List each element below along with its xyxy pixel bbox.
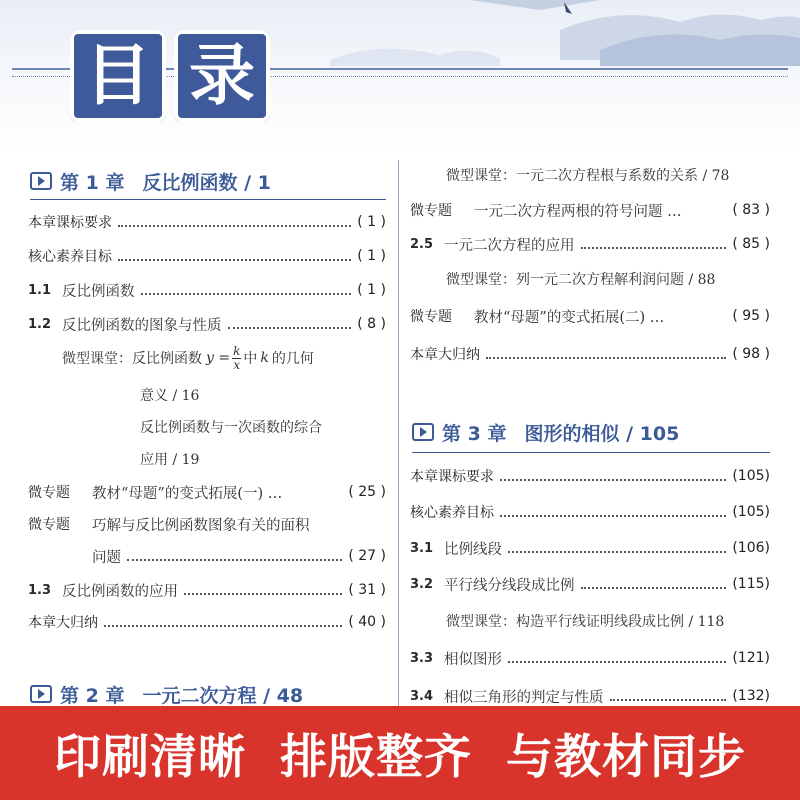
toc-page: (106): [732, 540, 770, 556]
toc-row-standards[interactable]: [28, 206, 386, 238]
sub-item-geometric-meaning[interactable]: [62, 343, 314, 373]
play-icon: [412, 423, 434, 441]
variable-k: k: [260, 350, 269, 366]
chapter-title: 反比例函数 / 1: [142, 171, 271, 194]
leader-dots: [118, 225, 351, 227]
title-char-mu: 目: [70, 30, 166, 122]
toc-page: ( 40 ): [348, 614, 386, 630]
chapter-rule: [412, 452, 770, 453]
leader-dots: [500, 515, 726, 517]
toc-row-1-1[interactable]: [28, 274, 386, 306]
formula-lhs: y =: [206, 350, 231, 366]
toc-row-goals[interactable]: [410, 496, 770, 528]
leader-dots: [486, 357, 726, 359]
toc-row-1-2[interactable]: [28, 308, 386, 340]
fraction-numerator: k: [233, 343, 241, 358]
toc-label: 本章课标要求: [28, 215, 112, 231]
toc-row-3-2[interactable]: [410, 568, 770, 600]
toc-page: (105): [732, 468, 770, 484]
special-title: 教材“母题”的变式拓展(一) …: [92, 485, 283, 502]
toc-row-2-5[interactable]: [410, 228, 770, 260]
leader-dots: [104, 625, 342, 627]
special-label: 微专题: [28, 485, 70, 501]
column-divider: [398, 160, 399, 708]
chapter-title: 图形的相似 / 105: [524, 422, 680, 445]
toc-page: ( 25 ): [348, 484, 386, 500]
banner-text-clear-print: 印刷清晰: [54, 729, 246, 785]
section-number: 1.2: [28, 316, 52, 332]
section-number: 3.2: [410, 576, 434, 592]
toc-page: ( 85 ): [732, 236, 770, 252]
toc-page: (132): [732, 688, 770, 704]
leader-dots: [118, 259, 351, 261]
section-number: 3.3: [410, 650, 434, 666]
play-icon: [30, 685, 52, 703]
special-label: 微专题: [410, 203, 452, 219]
toc-row-summary[interactable]: [28, 606, 386, 638]
section-title: 一元二次方程的应用: [444, 237, 575, 254]
section-number: 3.1: [410, 540, 434, 556]
banner-text-neat-layout: 排版整齐: [280, 729, 472, 785]
section-title: 反比例函数的图象与性质: [62, 317, 222, 334]
toc-page: (121): [732, 650, 770, 666]
toc-label: 核心素养目标: [28, 249, 112, 265]
special-label: 微专题: [410, 309, 452, 325]
leader-dots: [508, 661, 726, 663]
leader-dots: [228, 327, 352, 329]
toc-label: 本章大归纳: [28, 615, 98, 631]
chapter-title: 一元二次方程 / 48: [142, 684, 304, 707]
toc-row-special-1[interactable]: [28, 476, 386, 508]
chapter-number: 第 3 章: [442, 422, 507, 445]
toc-page: ( 27 ): [348, 548, 386, 564]
chapter-3-heading[interactable]: [412, 416, 679, 448]
toc-row-special-variant-2[interactable]: [410, 300, 770, 332]
leader-dots: [141, 293, 352, 295]
leader-dots: [610, 699, 727, 701]
sub-item-line2: 意义 / 16: [140, 388, 200, 404]
section-title: 相似三角形的判定与性质: [444, 689, 604, 706]
chapter-rule: [30, 199, 386, 200]
section-number: 1.3: [28, 582, 52, 598]
toc-page: ( 95 ): [732, 308, 770, 324]
sub-item-roots-coeffs[interactable]: 微型课堂：一元二次方程根与系数的关系 / 78: [446, 168, 730, 184]
sub-item-parallel-proof[interactable]: 微型课堂：构造平行线证明线段成比例 / 118: [446, 614, 725, 630]
leader-dots: [581, 587, 727, 589]
play-icon: [30, 172, 52, 190]
toc-row-standards[interactable]: [410, 460, 770, 492]
toc-page: ( 1 ): [357, 248, 386, 264]
sub-item-mid: 中: [243, 351, 258, 367]
banner-text-textbook-sync: 与教材同步: [506, 729, 746, 785]
toc-page: ( 31 ): [348, 582, 386, 598]
special-title: 巧解与反比例函数图象有关的面积: [92, 517, 310, 534]
toc-row-3-3[interactable]: [410, 642, 770, 674]
toc-page: ( 98 ): [732, 346, 770, 362]
toc-label: 核心素养目标: [410, 505, 494, 521]
fraction-denominator: x: [233, 357, 241, 372]
sub-item-suffix: 的几何: [271, 351, 314, 367]
special-title: 教材“母题”的变式拓展(二) …: [474, 309, 665, 326]
toc-row-3-1[interactable]: [410, 532, 770, 564]
toc-row-goals[interactable]: [28, 240, 386, 272]
toc-row-special-signs[interactable]: [410, 194, 770, 226]
toc-page: ( 8 ): [357, 316, 386, 332]
section-number: 3.4: [410, 688, 434, 704]
toc-page: ( 1 ): [357, 282, 386, 298]
header-banner: [0, 0, 800, 150]
toc-page: ( 1 ): [357, 214, 386, 230]
toc-page: (115): [732, 576, 770, 592]
section-title: 平行线分线段成比例: [444, 577, 575, 594]
leader-dots: [127, 559, 342, 561]
leader-dots: [508, 551, 726, 553]
toc-row-special-2-cont[interactable]: [92, 540, 386, 572]
toc-row-1-3[interactable]: [28, 574, 386, 606]
special-label: 微专题: [28, 517, 70, 533]
chapter-1-heading[interactable]: [30, 165, 271, 197]
section-title: 相似图形: [444, 651, 502, 668]
special-title: 一元二次方程两根的符号问题 …: [474, 203, 682, 220]
section-title: 反比例函数的应用: [62, 583, 178, 600]
promo-banner: [0, 706, 800, 800]
section-number: 1.1: [28, 282, 52, 298]
section-number: 2.5: [410, 236, 434, 252]
toc-row-summary[interactable]: [410, 338, 770, 370]
chapter-number: 第 1 章: [60, 171, 125, 194]
sub-item-prefix: 微型课堂：反比例函数: [62, 351, 202, 367]
sub-item-profit[interactable]: 微型课堂：列一元二次方程解利润问题 / 88: [446, 272, 716, 288]
sub-item-line2: 应用 / 19: [140, 452, 200, 468]
section-title: 反比例函数: [62, 283, 135, 300]
title-char-lu: 录: [174, 30, 270, 122]
toc-row-special-2[interactable]: [28, 508, 386, 540]
leader-dots: [581, 247, 727, 249]
chapter-number: 第 2 章: [60, 684, 125, 707]
toc-label: 本章大归纳: [410, 347, 480, 363]
sub-item-linear-combined[interactable]: 反比例函数与一次函数的综合: [140, 420, 322, 436]
toc-page: (105): [732, 504, 770, 520]
formula-fraction: [232, 345, 241, 372]
leader-dots: [500, 479, 726, 481]
toc-page: ( 83 ): [732, 202, 770, 218]
toc-label: 本章课标要求: [410, 469, 494, 485]
special-title-cont: 问题: [92, 549, 121, 566]
leader-dots: [184, 593, 342, 595]
section-title: 比例线段: [444, 541, 502, 558]
